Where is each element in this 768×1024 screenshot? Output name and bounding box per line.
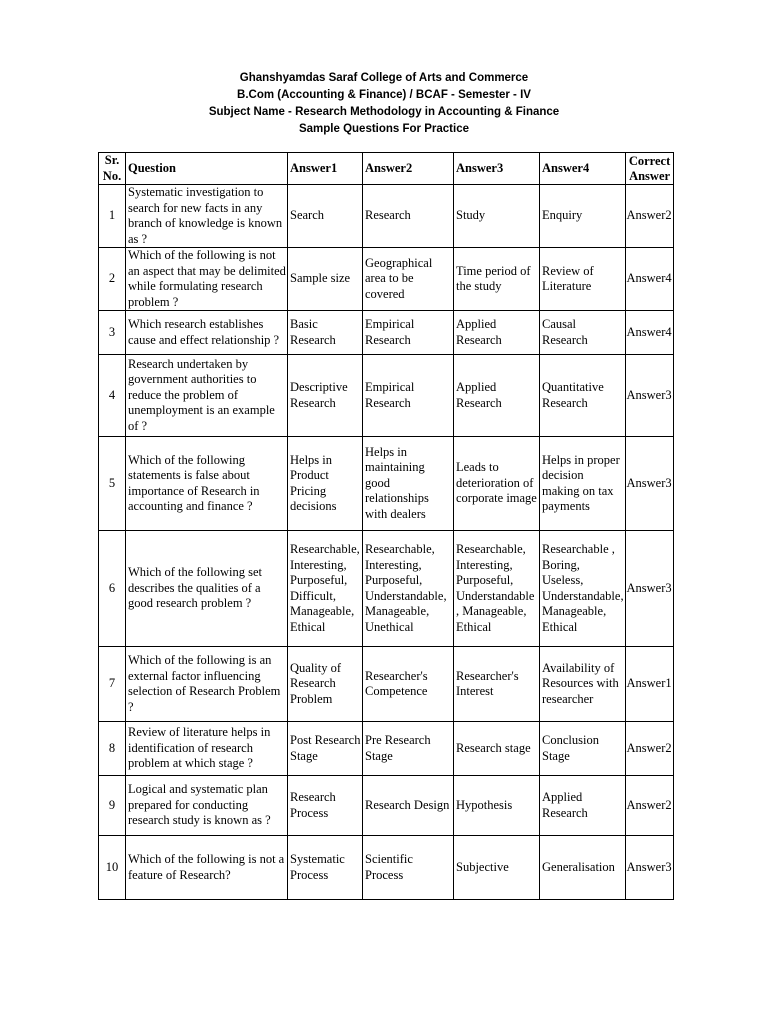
header-answer2: Answer2 (363, 153, 454, 185)
row-correct-answer: Answer3 (625, 437, 673, 531)
row-question: Systematic investigation to search for new facts in any branch of knowledge is known as ? (126, 185, 288, 248)
row-question: Research undertaken by government authorities to reduce the problem of unemployment is an example of ? (126, 355, 288, 437)
document-header (0, 70, 768, 138)
row-answer2: Scientific Process (363, 836, 454, 900)
row-answer1: Descriptive Research (288, 355, 363, 437)
row-answer1: Quality of Research Problem (288, 647, 363, 722)
row-answer1: Basic Research (288, 311, 363, 355)
row-answer3: Leads to deterioration of corporate image (454, 437, 540, 531)
row-question: Which of the following is not an aspect that may be delimited while formulating research problem ? (126, 248, 288, 311)
row-answer3: Study (454, 185, 540, 248)
row-answer3: Hypothesis (454, 776, 540, 836)
row-answer2: Research (363, 185, 454, 248)
header-sr-no: Sr. No. (99, 153, 126, 185)
row-answer2: Researchable, Interesting, Purposeful, Understandable, Manageable, Unethical (363, 531, 454, 647)
row-correct-answer: Answer3 (625, 531, 673, 647)
row-answer4: Causal Research (540, 311, 626, 355)
row-answer2: Research Design (363, 776, 454, 836)
row-question: Which of the following is an external factor influencing selection of Research Problem ? (126, 647, 288, 722)
row-answer3: Subjective (454, 836, 540, 900)
row-answer2: Helps in maintaining good relationships with dealers (363, 437, 454, 531)
row-answer1: Search (288, 185, 363, 248)
table-row (99, 531, 674, 647)
row-answer4: Availability of Resources with researcher (540, 647, 626, 722)
row-sr-no: 1 (99, 185, 126, 248)
row-answer4: Conclusion Stage (540, 722, 626, 776)
row-correct-answer: Answer3 (625, 355, 673, 437)
document-subtitle: Sample Questions For Practice (298, 123, 469, 135)
header-answer4: Answer4 (540, 153, 626, 185)
row-answer1: Systematic Process (288, 836, 363, 900)
row-sr-no: 2 (99, 248, 126, 311)
row-correct-answer: Answer1 (625, 647, 673, 722)
row-answer3: Applied Research (454, 311, 540, 355)
row-answer4: Quantitative Research (540, 355, 626, 437)
row-answer1: Sample size (288, 248, 363, 311)
course-name: B.Com (Accounting & Finance) / BCAF - Semester - IV (237, 89, 531, 101)
row-answer4: Generalisation (540, 836, 626, 900)
row-answer1: Helps in Product Pricing decisions (288, 437, 363, 531)
row-sr-no: 3 (99, 311, 126, 355)
row-question: Which research establishes cause and effect relationship ? (126, 311, 288, 355)
subject-name: Subject Name - Research Methodology in Accounting & Finance (208, 106, 560, 118)
table-row (99, 355, 674, 437)
row-answer2: Empirical Research (363, 311, 454, 355)
row-question: Logical and systematic plan prepared for conducting research study is known as ? (126, 776, 288, 836)
table-row (99, 776, 674, 836)
row-correct-answer: Answer4 (625, 311, 673, 355)
college-name: Ghanshyamdas Saraf College of Arts and Commerce (239, 72, 529, 84)
row-sr-no: 4 (99, 355, 126, 437)
table-row (99, 437, 674, 531)
table-row (99, 311, 674, 355)
row-answer3: Time period of the study (454, 248, 540, 311)
row-sr-no: 9 (99, 776, 126, 836)
table-row (99, 248, 674, 311)
row-sr-no: 5 (99, 437, 126, 531)
row-answer2: Empirical Research (363, 355, 454, 437)
row-answer4: Review of Literature (540, 248, 626, 311)
table-header-row (99, 153, 674, 185)
table-row (99, 185, 674, 248)
row-question: Which of the following set describes the qualities of a good research problem ? (126, 531, 288, 647)
table-row (99, 836, 674, 900)
row-answer1: Research Process (288, 776, 363, 836)
row-correct-answer: Answer3 (625, 836, 673, 900)
row-answer1: Post Research Stage (288, 722, 363, 776)
header-question: Question (126, 153, 288, 185)
row-answer3: Research stage (454, 722, 540, 776)
row-question: Which of the following is not a feature of Research? (126, 836, 288, 900)
row-correct-answer: Answer2 (625, 185, 673, 248)
row-correct-answer: Answer2 (625, 722, 673, 776)
row-sr-no: 7 (99, 647, 126, 722)
row-question: Which of the following statements is false about importance of Research in accounting and finance ? (126, 437, 288, 531)
row-answer4: Helps in proper decision making on tax payments (540, 437, 626, 531)
row-correct-answer: Answer4 (625, 248, 673, 311)
row-question: Review of literature helps in identification of research problem at which stage ? (126, 722, 288, 776)
questions-table (98, 152, 674, 900)
row-answer4: Applied Research (540, 776, 626, 836)
row-sr-no: 6 (99, 531, 126, 647)
table-row (99, 647, 674, 722)
row-sr-no: 8 (99, 722, 126, 776)
row-answer2: Researcher's Competence (363, 647, 454, 722)
row-answer2: Geographical area to be covered (363, 248, 454, 311)
row-answer4: Researchable , Boring, Useless, Understandable, Manageable, Ethical (540, 531, 626, 647)
header-answer3: Answer3 (454, 153, 540, 185)
row-correct-answer: Answer2 (625, 776, 673, 836)
row-sr-no: 10 (99, 836, 126, 900)
row-answer1: Researchable, Interesting, Purposeful, Difficult, Manageable, Ethical (288, 531, 363, 647)
header-correct-answer: Correct Answer (625, 153, 673, 185)
header-answer1: Answer1 (288, 153, 363, 185)
row-answer3: Applied Research (454, 355, 540, 437)
row-answer4: Enquiry (540, 185, 626, 248)
table-row (99, 722, 674, 776)
row-answer3: Researchable, Interesting, Purposeful, Understandable , Manageable, Ethical (454, 531, 540, 647)
row-answer3: Researcher's Interest (454, 647, 540, 722)
row-answer2: Pre Research Stage (363, 722, 454, 776)
